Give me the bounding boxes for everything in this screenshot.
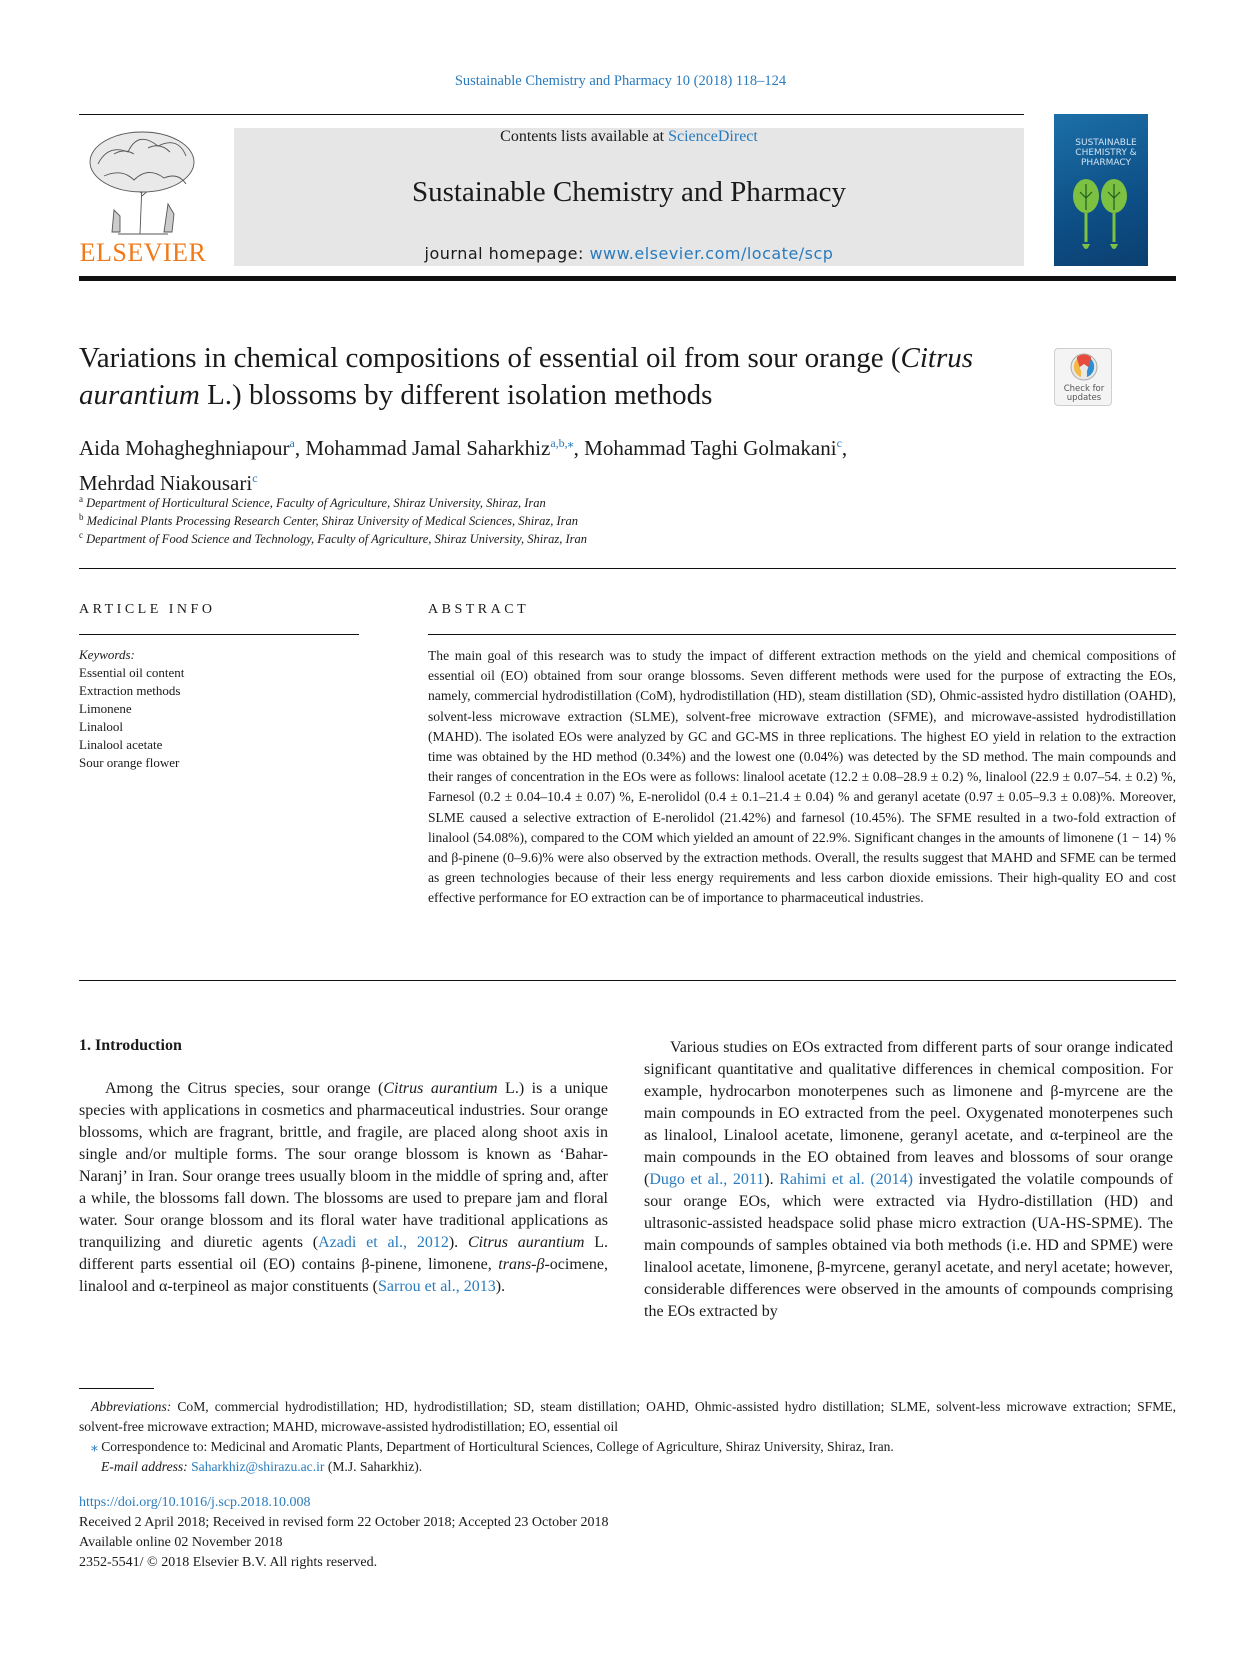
publication-info [79,1493,979,1573]
intro-text: investigated the volatile compounds of sour orange EOs, which were extracted via Hydro-distillation (HD) and ultrasonic-assisted headspace solid phase micro extraction (UA-HS-SPME). The main compounds of samples obtained via both methods (i.e. HD and SPME) were linalool acetate, limonene, β-myrcene, geranyl acetate, and neryl acetate; however, considerable differences were observed in the amounts of compounds comprising the EOs extracted by [644,1171,1174,1320]
abbreviations-label: Abbreviations: [91,1399,172,1414]
intro-text: ). [764,1171,780,1188]
correspondence-mark: ⁎ [91,1439,98,1454]
sciencedirect-link[interactable]: ScienceDirect [668,128,758,145]
affiliation [79,512,979,529]
species-name: Citrus aurantium [467,1234,585,1251]
keywords-label: Keywords: [79,647,135,662]
author-name[interactable]: Mehrdad Niakousari [79,471,253,495]
cover-title: SUSTAINABLE CHEMISTRY & PHARMACY [1075,138,1137,168]
keyword-item: Essential oil content [79,665,185,680]
citation-link[interactable]: Azadi et al., 2012 [318,1234,449,1251]
article-info-heading: ARTICLE INFO [79,602,216,617]
author-affiliation-mark[interactable]: a [289,436,295,450]
journal-name: Sustainable Chemistry and Pharmacy [411,176,847,208]
elsevier-wordmark: ELSEVIER [79,238,207,267]
affiliation-text: Department of Food Science and Technology, Faculty of Agriculture, Shiraz University, Shiraz, Iran [86,532,587,547]
footnotes [79,1397,1176,1477]
elsevier-logo[interactable] [78,124,208,268]
intro-text: Various studies on EOs extracted from different parts of sour orange indicated significant quantitative and qualitative differences in chemical composition. For example, hydrocarbon monoterpenes such as limonene and β-myrcene are the main compounds in EO extracted from the peel. Oxygenated monoterpenes such as linalool, Linalool acetate, limonene, geranyl acetate, and α-terpineol are the main compounds in the EO obtained from leaves and blossoms of sour orange ( [644,1039,1173,1188]
affiliation-text: Department of Horticultural Science, Faculty of Agriculture, Shiraz University, Shiraz, Iran [86,496,546,511]
abbreviations-footnote [79,1397,1176,1437]
keyword-item: Extraction methods [79,683,181,698]
header-top-rule [79,114,1024,115]
intro-text: ). [448,1234,468,1251]
journal-reference[interactable]: Sustainable Chemistry and Pharmacy 10 (2018) 118–124 [454,73,787,89]
abstract-heading: ABSTRACT [428,602,530,617]
header-bottom-rule [79,276,1176,281]
author-list: Aida Mohagheghniapour$^a$, Mohammad Jamal Saharkhiz$^{a,b,⁎}$, Mohammad Taghi Golmakani$^c$, Mehrdad Niakousari$^c$ [79,436,848,495]
article-info-rule [79,634,359,635]
affiliation-mark: c [79,530,83,540]
email-label: E-mail address: [101,1459,188,1474]
intro-text: ocimene, linalool and α-terpineol as major constituents ( [79,1256,608,1295]
homepage-link[interactable]: www.elsevier.com/locate/scp [589,244,834,263]
doi-link[interactable]: https://doi.org/10.1016/j.scp.2018.10.008 [79,1495,311,1510]
abstract-bottom-rule [79,980,1176,981]
received-dates: Received 2 April 2018; Received in revised form 22 October 2018; Accepted 23 October 2018 [79,1515,609,1530]
badge-label: Check for updates [1063,384,1105,403]
footnote-rule [79,1388,154,1389]
author-affiliation-mark[interactable]: a,b,⁎ [550,436,574,450]
available-online: Available online 02 November 2018 [79,1535,283,1550]
correspondence-text: Correspondence to: Medicinal and Aromatic Plants, Department of Horticultural Sciences, College of Agriculture, Shiraz University, Shiraz, Iran. [97,1439,894,1454]
affiliation-mark: b [79,512,84,522]
intro-paragraph-right [644,1037,1173,1323]
affiliation-divider [79,568,1176,569]
species-name: Citrus aurantium [383,1080,498,1097]
author-name[interactable]: Mohammad Taghi Golmakani [584,436,837,460]
title-part-1: Variations in chemical compositions of essential oil from sour orange ( [79,342,901,374]
check-for-updates-badge[interactable] [1054,348,1112,406]
intro-paragraph-left [79,1078,608,1298]
bookmark-icon [1055,349,1113,385]
keyword-item: Linalool acetate [79,737,163,752]
abstract-text: The main goal of this research was to study the impact of different extraction methods on the yield and chemical compositions of essential oil (EO) obtained from sour orange blossoms. Seven different methods were used for the purpose of extracting the EOs, namely, commercial hydrodistillation (CoM), hydrodistillation (HD), steam distillation (SD), Ohmic-assisted hydro distillation (OAHD), solvent-less microwave extraction (SLME), solvent-free microwave extraction (SFME), and microwave-assisted hydrodistillation (MAHD). The isolated EOs were analyzed by GC and GC-MS in three replications. The highest EO yield in relation to the extraction time was obtained by the HD method (0.34%) and the lowest one (0.04%) was detected by the SD method. The main compounds and their ranges of concentration in the EOs were as follows: linalool acetate (12.2 ± 0.08–28.9 ± 0.2) %, linalool (22.9 ± 0.07–54. ± 0.2) %, Farnesol (0.2 ± 0.04–10.4 ± 0.07) %, E-nerolidol (0.4 ± 0.1–21.4 ± 0.04) % and geranyl acetate (0.97 ± 0.05–9.3 ± 0.08)%. Moreover, SLME caused a selective extraction of E-nerolidol (21.42%) and farnesol (10.45%). The SFME resulted in a two-fold extraction of linalool (54.08%), compared to the COM which yielded an amount of 22.9%. Significant changes in the amounts of limonene (1 − 14) % and β-pinene (0–9.6)% were also observed by the extraction methods. Overall, the results suggest that MAHD and SFME can be termed as green technologies because of their less energy requirements and less carbon dioxide emissions. Their high-quality EO and cost effective performance for EO extraction can be of importance to pharmaceutical industries. [428,648,1176,906]
journal-cover[interactable] [1054,114,1148,266]
cover-leaf-icon [1054,114,1148,266]
copyright: 2352-5541/ © 2018 Elsevier B.V. All rights reserved. [79,1555,378,1570]
affiliation-text: Medicinal Plants Processing Research Center, Shiraz University of Medical Sciences, Shiraz, Iran [86,514,578,529]
intro-text: L.) is a unique species with applications in cosmetics and pharmaceutical industries. Sour orange blossoms, which are fragrant, brittle, and fragile, are placed along shoot axis in single and/or multiple forms. The sour orange blossom is known as ‘Bahar-Naranj’ in Iran. Sour orange trees usually bloom in the middle of spring and, after a while, the blossoms fall down. The blossoms are used to prepare jam and floral water. Sour orange blossom and its floral water have traditional applications as tranquilizing and diuretic agents ( [79,1080,609,1251]
email-footnote [79,1457,1176,1477]
homepage-line [234,244,1024,263]
citation-link[interactable]: Sarrou et al., 2013 [377,1278,496,1295]
citation-link[interactable]: Dugo et al., 2011 [649,1171,765,1188]
affiliation-mark: a [79,494,83,504]
correspondence-footnote [79,1437,1176,1457]
intro-text: L. different parts essential oil (EO) contains β-pinene, limonene, [79,1234,608,1273]
contents-prefix: Contents lists available at [500,128,669,145]
homepage-prefix: journal homepage: [424,244,590,263]
keyword-item: Linalool [79,719,124,734]
email-suffix: (M.J. Saharkhiz). [324,1459,423,1474]
author-name[interactable]: Mohammad Jamal Saharkhiz [305,436,551,460]
article-title [79,340,1039,414]
title-italic-species: Citrus aurantium [79,342,974,411]
email-link[interactable]: Saharkhiz@shirazu.ac.ir [191,1459,325,1474]
keywords-block [79,646,359,772]
abstract-rule [428,634,1176,635]
author-name[interactable]: Aida Mohagheghniapour [79,436,290,460]
contents-line [234,128,1024,146]
intro-text: ). [495,1278,506,1295]
citation-link[interactable]: Rahimi et al. (2014) [779,1171,913,1188]
keyword-item: Limonene [79,701,132,716]
intro-text: Among the Citrus species, sour orange ( [105,1080,384,1097]
keyword-item: Sour orange flower [79,755,180,770]
section-heading-introduction: 1. Introduction [79,1037,182,1054]
author-affiliation-mark[interactable]: c [836,436,842,450]
affiliation [79,494,979,511]
author-affiliation-mark[interactable]: c [252,471,258,485]
title-part-2: L.) blossoms by different isolation methods [199,379,713,411]
abbreviations-text: CoM, commercial hydrodistillation; HD, hydrodistillation; SD, steam distillation; OAHD, Ohmic-assisted hydro distillation; SLME, solvent-less microwave extraction; SFME, solvent-free microwave extraction; MAHD, microwave-assisted hydrodistillation; EO, essential oil [79,1399,1176,1434]
compound-name: trans-β- [498,1256,550,1273]
affiliation [79,530,979,547]
elsevier-tree-icon [78,124,208,236]
